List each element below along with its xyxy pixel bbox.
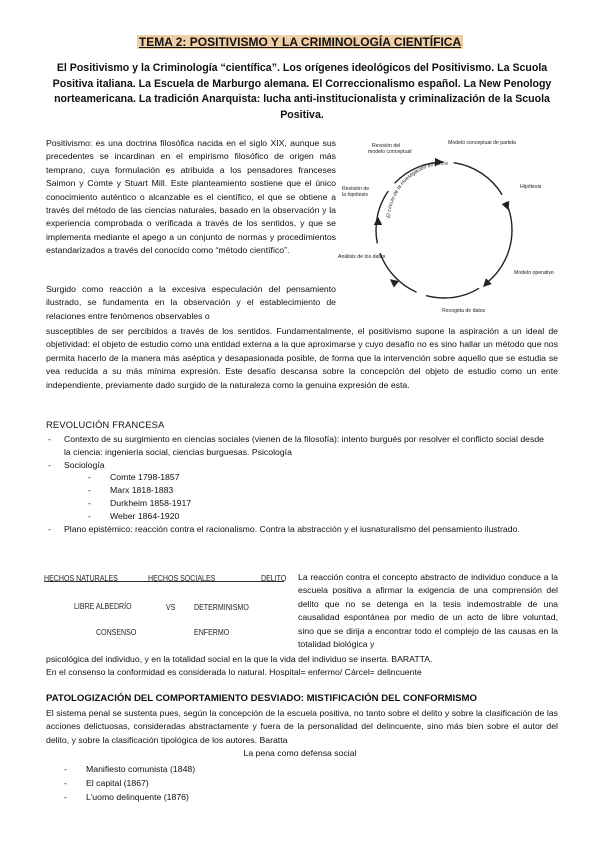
label-modelo-conceptual: Modelo conceptual de partida: [448, 140, 517, 146]
libre-albedrio: LIBRE ALBEDRÍO: [74, 601, 132, 611]
label-revision-modelo-2: modelo conceptual: [368, 149, 412, 155]
hechos-sociales: HECHOS SOCIALES: [148, 573, 216, 583]
document-title: TEMA 2: POSITIVISMO Y LA CRIMINOLOGÍA CIENTÍFICA: [138, 35, 462, 49]
list-item: - Comte 1798-1857: [64, 471, 546, 484]
label-modelo-operativo: Modelo operativo: [514, 270, 554, 276]
paragraph-objetividad: susceptibles de ser percibidos a través de los sentidos. Fundamentalmente, el positivismo supone la aspiración a un ideal de objetividad: el objeto de estudio como una entidad externa a la que aproximarse y cuyo desafío no es sino hallar un método que nos permita hacerlo de la manera más aséptica y desapasionada posible, de forma que la intervención sobre aquello que se estudia se vea reducida a su más mínima expresión. Este desafío descansa sobre la concepción del objeto de estudio como un ente independiente, previamente dado surgido de la naturaleza como la genuina expresión de esta.: [46, 326, 558, 390]
paragraph-surgido: Surgido como reacción a la excesiva especulación del pensamiento ilustrado, se fundamenta en la observación y el establecimiento de relaciones entre fenómenos observables o: [46, 284, 336, 321]
arc-label: El círculo de la investigación empírica: [385, 160, 448, 219]
paragraph-reaccion: La reacción contra el concepto abstracto de individuo conduce a la escuela positiva a afirmar la exigencia de una comprensión del delito que no se detenga en la tesis indemostrable de una causalidad espontánea por medio de un acto de libre voluntad, sino que se dirija a encontrar todo el complejo de las causas en la totalidad biológica y: [298, 572, 558, 650]
pena-defensa-social: La pena como defensa social: [243, 748, 357, 758]
label-recogida: Recogida de datos: [442, 308, 486, 314]
label-revision-hipotesis-2: la hipótesis: [342, 192, 368, 198]
document-subtitle: El Positivismo y la Criminología “científica”. Los orígenes ideológicos del Positivismo. La Scuola Positiva italiana. La Escuela de Marburgo alemana. El Correccionalismo español. La New Penology norteamericana. La tradición Anarquista: lucha anti-institucionalista y criminalización de la Scuola Positiva.: [52, 62, 552, 121]
paragraph-baratta: psicológica del individuo, y en la totalidad social en la que la vida del individuo se inserta. BARATTA. En el consenso la conformidad es considerada lo natural. Hospital= enfermo/ Cárcel= delincuente: [46, 654, 433, 678]
determinismo: DETERMINISMO: [194, 602, 249, 612]
enfermo: ENFERMO: [194, 627, 230, 637]
list-item: - Weber 1864-1920: [64, 510, 546, 523]
consenso: CONSENSO: [96, 627, 137, 637]
list-item-sociologia: - Sociología - Comte 1798-1857 - Marx 1818-1883 - Durkheim 1858-1917 - Weber 1864-1920: [46, 459, 546, 523]
label-revision-modelo-1: Revisión del: [372, 143, 401, 149]
versus: VS: [166, 602, 176, 612]
list-item: - Plano epistémico: reacción contra el racionalismo. Contra la abstracción y el iusnaturalismo del pensamiento ilustrado.: [46, 523, 546, 536]
list-item: - El capital (1867): [46, 776, 346, 790]
research-cycle-diagram: [338, 134, 560, 320]
arrow-4: [391, 280, 396, 284]
list-item: - Marx 1818-1883: [64, 484, 546, 497]
list-item: - Contexto de su surgimiento en ciencias sociales (vienen de la filosofía): intento burgués por resolver el conflicto social desde la ciencia: ingeniería social, ciencias burguesas. Psicología: [46, 433, 546, 459]
section-patologizacion: PATOLOGIZACIÓN DEL COMPORTAMIENTO DESVIADO: MISTIFICACIÓN DEL CONFORMISMO: [46, 693, 478, 704]
works-list: [46, 762, 346, 805]
label-revision-hipotesis-1: Revisión de: [342, 186, 370, 192]
revolucion-list: [46, 433, 546, 535]
list-item: - Durkheim 1858-1917: [64, 497, 546, 510]
delito: DELITO: [261, 573, 287, 583]
paragraph-positivismo: Positivismo: es una doctrina filosófica nacida en el siglo XIX, aunque sus precedentes se incardinan en el empirismo filosófico de origen más temprano, cuya formulación es atribuida a los pensadores franceses Saimon y Comte y Stuart Mill. Este planteamiento sostiene que el único conocimiento auténtico o alcanzable es el científico, el que se obtiene a través del método de las ciencias naturales, basado en la observación y la experiencia comprobada o verificada a través de los sentidos, y que se implementa mediante el apego a un conjunto de normas y procedimientos estandarizados a través del conocido como “método científico”.: [46, 138, 336, 256]
label-hipotesis: Hipótesis: [520, 184, 542, 190]
section-revolucion-francesa: REVOLUCIÓN FRANCESA: [46, 420, 165, 430]
cycle-circle: [376, 162, 512, 298]
arrow-3: [484, 282, 488, 286]
label-analisis: Análisis de los datos: [338, 254, 386, 260]
hechos-naturales: HECHOS NATURALES: [44, 573, 118, 583]
list-item: - Manifiesto comunista (1848): [46, 762, 346, 776]
list-item: - L’uomo delinquente (1876): [46, 790, 346, 804]
paragraph-sistema-penal: El sistema penal se sustenta pues, según la concepción de la escuela positiva, no tanto sobre el delito y sobre la clasificación de las acciones delictuosas, consideradas abstractamente y fuera de la personalidad del delincuente, sino más bien sobre el autor del delito, y sobre la clasificación tipológica de los autores. Baratta: [46, 708, 558, 745]
sociologos-list: [64, 471, 546, 522]
hechos-handwritten-table: [44, 571, 294, 656]
